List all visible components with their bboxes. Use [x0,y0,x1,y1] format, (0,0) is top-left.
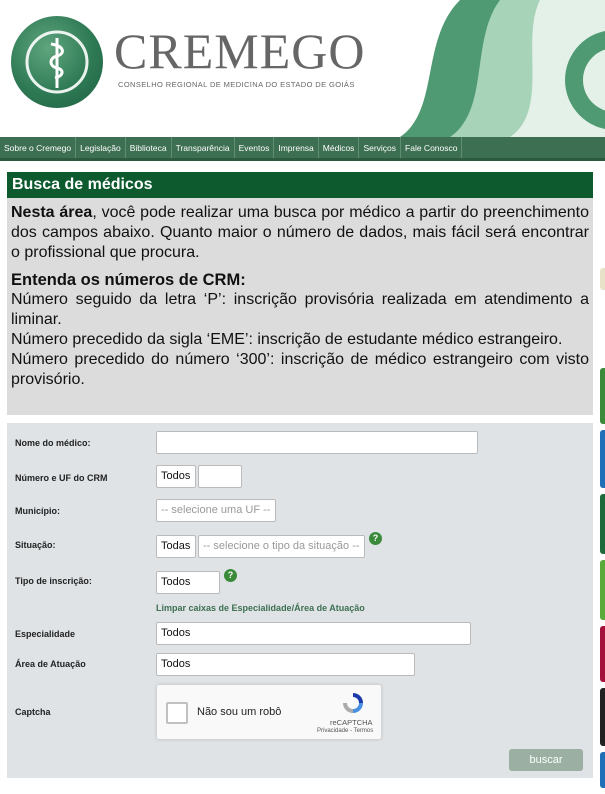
recaptcha-widget [156,684,382,740]
info-box [7,198,593,415]
nome-label: Nome do médico: [15,438,91,448]
brand-name: CREMEGO [114,23,366,79]
tipo-inscricao-select[interactable]: Todos [156,571,220,594]
recaptcha-brand: reCAPTCHA [330,718,373,727]
municipio-select[interactable]: -- selecione uma UF -- [156,499,276,522]
brand-subtitle: CONSELHO REGIONAL DE MEDICINA DO ESTADO DE GOIÁS [118,80,355,89]
crm-note-p: Número seguido da letra ‘P’: inscrição provisória realizada em atendimento a liminar. [11,291,589,328]
nav-item-legislacao[interactable]: Legislação [76,137,126,158]
intro-bold: Nesta área [11,204,93,221]
side-tab-3[interactable] [600,430,605,488]
situacao-select[interactable]: Todas [156,535,196,558]
situacao-label: Situação: [15,540,56,550]
recaptcha-checkbox[interactable] [166,702,188,724]
side-tab-5[interactable] [600,560,605,620]
especialidade-select[interactable]: Todos [156,622,471,645]
nav-item-imprensa[interactable]: Imprensa [274,137,318,158]
area-atuacao-label: Área de Atuação [15,659,86,669]
crm-uf-select[interactable]: Todos [156,465,196,488]
crm-number-input[interactable] [198,465,242,488]
recaptcha-label: Não sou um robô [197,706,282,718]
especialidade-label: Especialidade [15,629,76,639]
nome-input[interactable] [156,431,478,454]
search-form [7,423,593,778]
page-title: Busca de médicos [7,172,593,198]
nav-item-fale-conosco[interactable]: Fale Conosco [401,137,462,158]
tipo-help-icon[interactable]: ? [224,569,237,582]
captcha-label: Captcha [15,707,51,717]
side-tab-2[interactable] [600,368,605,424]
clear-specialty-link[interactable]: Limpar caixas de Especialidade/Área de Atuação [156,603,365,613]
buscar-button[interactable]: buscar [509,749,583,771]
tipo-inscricao-label: Tipo de inscrição: [15,576,92,586]
crm-label: Número e UF do CRM [15,473,108,483]
nav-item-biblioteca[interactable]: Biblioteca [126,137,172,158]
header-swoosh-decoration [400,0,605,137]
intro-text: , você pode realizar uma busca por médico a partir do preenchimento dos campos abaixo. Quanto maior o número de dados, mais fácil será encontrar o profissional que procura. [11,204,589,261]
situacao-tipo-select[interactable]: -- selecione o tipo da situação -- [198,535,365,558]
recaptcha-logo-icon [341,691,365,715]
municipio-label: Município: [15,506,60,516]
side-tab-8[interactable] [600,752,605,788]
crm-heading: Entenda os números de CRM: [11,271,246,289]
nav-item-sobre[interactable]: Sobre o Cremego [0,137,76,158]
side-tab-1[interactable] [600,268,605,290]
side-tab-6[interactable] [600,626,605,682]
crm-note-eme: Número precedido da sigla ‘EME’: inscrição de estudante médico estrangeiro. [11,331,563,348]
side-tab-7[interactable] [600,688,605,746]
nav-item-medicos[interactable]: Médicos [319,137,360,158]
intro-paragraph [11,203,589,263]
crm-note-300: Número precedido do número ‘300’: inscrição de médico estrangeiro com visto provisório. [11,351,589,388]
area-atuacao-select[interactable]: Todos [156,653,415,676]
nav-item-servicos[interactable]: Serviços [359,137,401,158]
cremego-logo-icon[interactable] [11,16,103,108]
main-nav [0,137,605,161]
nav-item-transparencia[interactable]: Transparência [172,137,235,158]
nav-item-eventos[interactable]: Eventos [235,137,275,158]
situacao-help-icon[interactable]: ? [369,532,382,545]
recaptcha-terms-link[interactable]: Privacidade - Termos [317,728,374,734]
site-header [0,0,605,137]
side-tab-4[interactable] [600,494,605,554]
